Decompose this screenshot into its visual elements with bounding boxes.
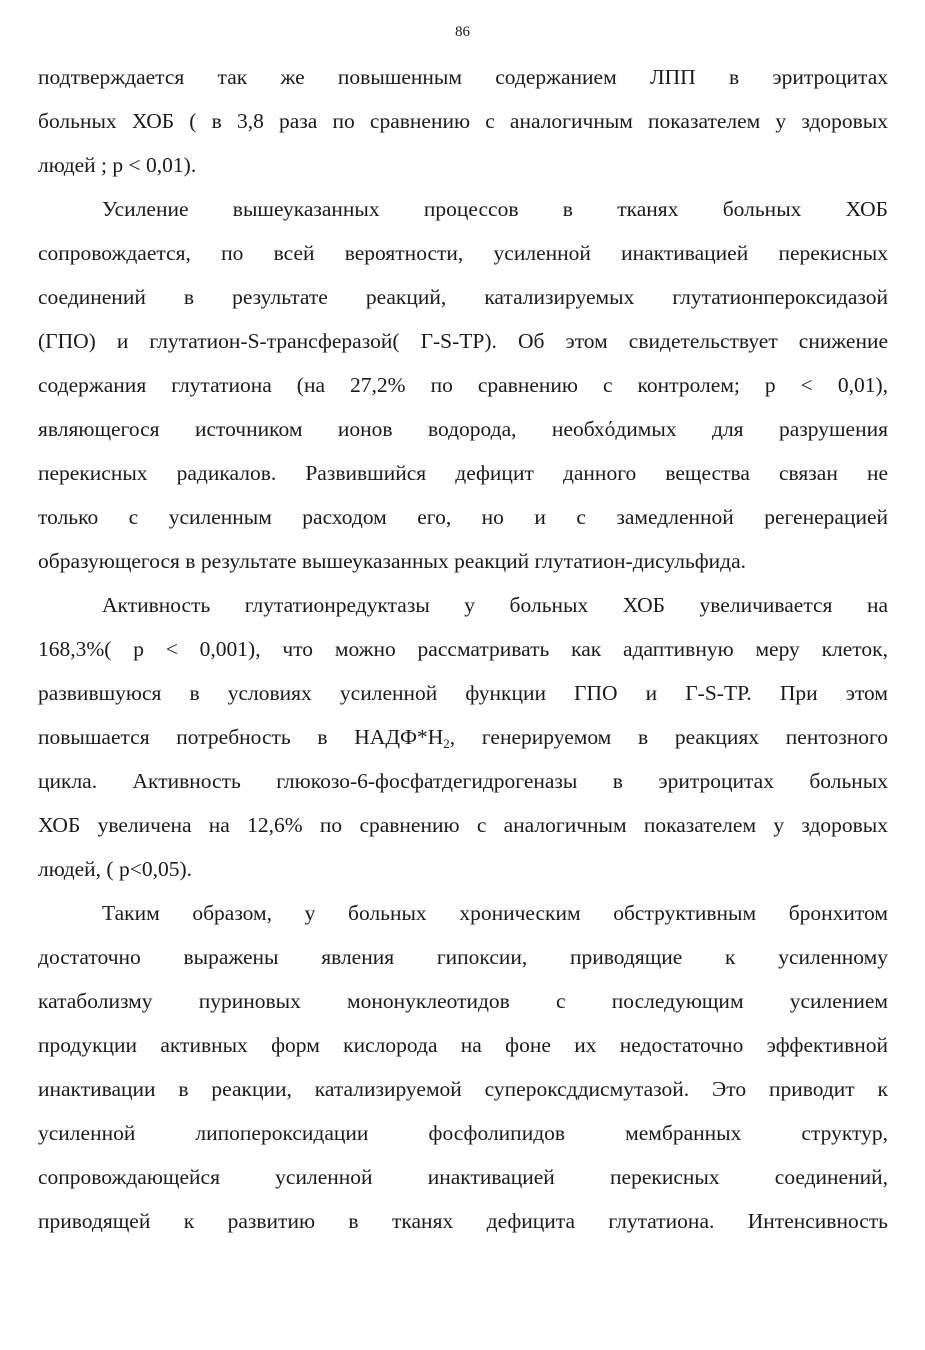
text-line: перекисных радикалов. Развившийся дефицит данного вещества связан не (38, 461, 888, 485)
text-line: являющегося источником ионов водорода, необхόдимых для разрушения (38, 417, 888, 441)
paragraph-first-line: Активность глутатионредуктазы у больных ХОБ увеличивается на (102, 593, 888, 617)
text-line: людей, ( p<0,05). (38, 857, 193, 881)
text-line: сопровождается, по всей вероятности, усиленной инактивацией перекисных (38, 241, 888, 265)
subscript: 2 (443, 736, 450, 751)
text-line: больных ХОБ ( в 3,8 раза по сравнению с аналогичным показателем у здоровых (38, 109, 888, 133)
text-line: развившуюся в условиях усиленной функции ГПО и Г-S-ТР. При этом (38, 681, 888, 705)
text-line: соединений в результате реакций, катализируемых глутатионпероксидазой (38, 285, 888, 309)
paragraph-first-line: Усиление вышеуказанных процессов в тканях больных ХОБ (102, 197, 888, 221)
text-line: подтверждается так же повышенным содержанием ЛПП в эритроцитах (38, 65, 888, 89)
text-line: катаболизму пуриновых мононуклеотидов с последующим усилением (38, 989, 888, 1013)
text-line: 168,3%( p < 0,001), что можно рассматривать как адаптивную меру клеток, (38, 637, 888, 661)
text-line: усиленной липопероксидации фосфолипидов мембранных структур, (38, 1121, 888, 1145)
text-line: инактивации в реакции, катализируемой супероксддисмутазой. Это приводит к (38, 1077, 888, 1101)
text-line: содержания глутатиона (на 27,2% по сравнению с контролем; p < 0,01), (38, 373, 888, 397)
text-line: только с усиленным расходом его, но и с замедленной регенерацией (38, 505, 888, 529)
text-line: цикла. Активность глюкозо-6-фосфатдегидрогеназы в эритроцитах больных (38, 769, 888, 793)
text-segment: повышается потребность в НАДФ*Н (38, 725, 444, 749)
text-line: продукции активных форм кислорода на фоне их недостаточно эффективной (38, 1033, 888, 1057)
body-text (38, 55, 888, 1243)
page-number: 86 (455, 24, 470, 40)
paragraph-first-line: Таким образом, у больных хроническим обструктивным бронхитом (102, 901, 888, 925)
text-line: образующегося в результате вышеуказанных реакций глутатион-дисульфида. (38, 549, 747, 573)
text-line: достаточно выражены явления гипоксии, приводящие к усиленному (38, 945, 888, 969)
text-segment: , генерируемом в реакциях пентозного (449, 725, 888, 749)
text-line-with-subscript (38, 715, 888, 759)
text-line: ХОБ увеличена на 12,6% по сравнению с аналогичным показателем у здоровых (38, 813, 888, 837)
text-line: приводящей к развитию в тканях дефицита глутатиона. Интенсивность (38, 1209, 888, 1233)
text-line: сопровождающейся усиленной инактивацией перекисных соединений, (38, 1165, 888, 1189)
text-line: людей ; p < 0,01). (38, 153, 197, 177)
text-line: (ГПО) и глутатион-S-трансферазой( Г-S-ТР). Об этом свидетельствует снижение (38, 329, 888, 353)
